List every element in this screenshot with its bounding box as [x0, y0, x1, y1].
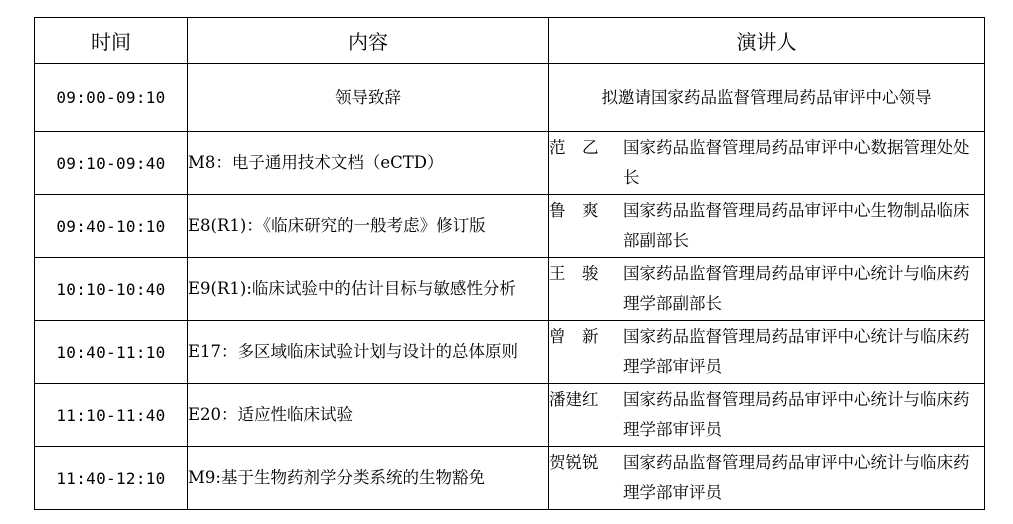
- speaker-info: [549, 133, 984, 193]
- schedule-table: [34, 17, 985, 510]
- content-cell: M8：电子通用技术文档（eCTD）: [188, 132, 549, 195]
- speaker-cell: [549, 384, 985, 447]
- speaker-info: [549, 448, 984, 508]
- speaker-name: 王 骏: [549, 264, 599, 283]
- speaker-name: 潘建红: [549, 390, 599, 409]
- table-body: [35, 64, 985, 510]
- time-cell: 09:40-10:10: [35, 195, 188, 258]
- speaker-info: [549, 385, 984, 445]
- header-time: 时间: [35, 18, 188, 64]
- time-cell: 09:00-09:10: [35, 64, 188, 132]
- table-row: [35, 258, 985, 321]
- speaker-title: 国家药品监督管理局药品审评中心统计与临床药理学部审评员: [623, 390, 970, 439]
- speaker-cell: [549, 447, 985, 510]
- speaker-info: [549, 196, 984, 256]
- speaker-name: 曾 新: [549, 327, 599, 346]
- speaker-name: 贺锐锐: [549, 453, 599, 472]
- time-cell: 11:10-11:40: [35, 384, 188, 447]
- content-cell: 领导致辞: [188, 64, 549, 132]
- speaker-title: 国家药品监督管理局药品审评中心统计与临床药理学部副部长: [623, 264, 970, 313]
- speaker-title: 国家药品监督管理局药品审评中心生物制品临床部副部长: [623, 201, 970, 250]
- table-row: [35, 64, 985, 132]
- speaker-title: 国家药品监督管理局药品审评中心统计与临床药理学部审评员: [623, 453, 970, 502]
- time-cell: 10:40-11:10: [35, 321, 188, 384]
- content-cell: M9:基于生物药剂学分类系统的生物豁免: [188, 447, 549, 510]
- content-cell: E20：适应性临床试验: [188, 384, 549, 447]
- speaker-info: [549, 322, 984, 382]
- table-row: [35, 321, 985, 384]
- table-row: [35, 384, 985, 447]
- content-cell: E9(R1):临床试验中的估计目标与敏感性分析: [188, 258, 549, 321]
- time-cell: 11:40-12:10: [35, 447, 188, 510]
- header-content: 内容: [188, 18, 549, 64]
- header-row: [35, 18, 985, 64]
- table-row: [35, 447, 985, 510]
- speaker-name: 鲁 爽: [549, 201, 599, 220]
- time-cell: 10:10-10:40: [35, 258, 188, 321]
- speaker-cell: [549, 64, 985, 132]
- speaker-title: 国家药品监督管理局药品审评中心统计与临床药理学部审评员: [623, 327, 970, 376]
- time-cell: 09:10-09:40: [35, 132, 188, 195]
- speaker-cell: [549, 132, 985, 195]
- speaker-name: 范 乙: [549, 138, 599, 157]
- speaker-title: 拟邀请国家药品监督管理局药品审评中心领导: [601, 87, 932, 107]
- speaker-cell: [549, 195, 985, 258]
- table-header: [35, 18, 985, 64]
- speaker-cell: [549, 258, 985, 321]
- table-row: [35, 132, 985, 195]
- header-speaker: 演讲人: [549, 18, 985, 64]
- speaker-cell: [549, 321, 985, 384]
- content-cell: E8(R1)：《临床研究的一般考虑》修订版: [188, 195, 549, 258]
- content-cell: E17：多区域临床试验计划与设计的总体原则: [188, 321, 549, 384]
- speaker-title: 国家药品监督管理局药品审评中心数据管理处处长: [623, 138, 970, 187]
- table-row: [35, 195, 985, 258]
- speaker-info: [549, 259, 984, 319]
